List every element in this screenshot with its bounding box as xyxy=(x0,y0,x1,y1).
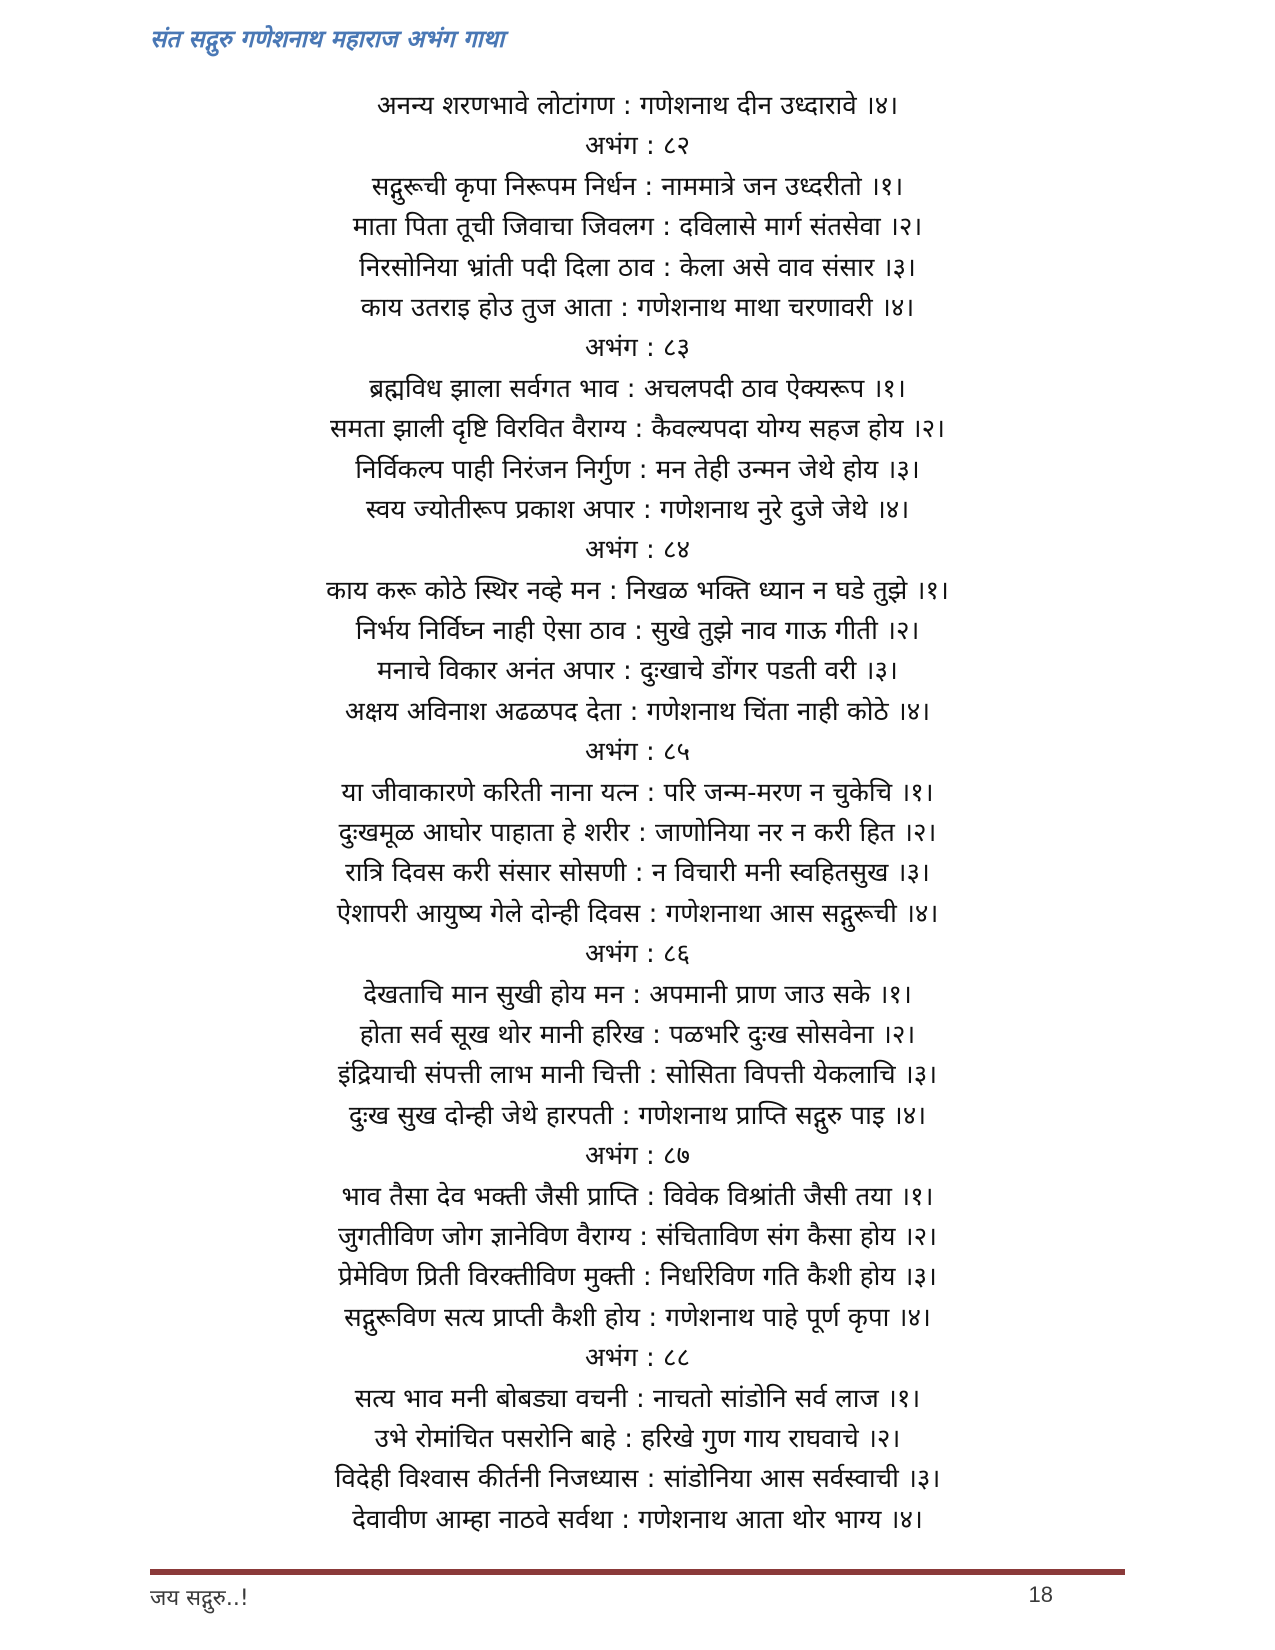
footer-greeting: जय सद्गुरु..! xyxy=(150,1586,249,1611)
verse-line: सद्गुरूची कृपा निरूपम निर्धन : नाममात्रे जन उध्दरीतो ।१। xyxy=(371,171,904,202)
verse-line: होता सर्व सूख थोर मानी हरिख : पळभरि दुःख सोसवेना ।२। xyxy=(359,1019,916,1050)
abhang-heading: अभंग : ८८ xyxy=(584,1343,691,1374)
abhang-heading: अभंग : ८७ xyxy=(584,1141,691,1172)
verse-line: मनाचे विकार अनंत अपार : दुःखाचे डोंगर पडती वरी ।३। xyxy=(377,656,898,687)
verse-line: विदेही विश्वास कीर्तनी निजध्यास : सांडोनिया आस सर्वस्वाची ।३। xyxy=(334,1464,941,1495)
abhang-text xyxy=(150,86,1125,1540)
footer-divider xyxy=(150,1569,1125,1575)
abhang-heading: अभंग : ८६ xyxy=(584,939,691,970)
verse-line: अनन्य शरणभावे लोटांगण : गणेशनाथ दीन उध्दारावे ।४। xyxy=(376,91,899,121)
verse-line: निर्भय निर्विघ्न नाही ऐसा ठाव : सुखे तुझे नाव गाऊ गीती ।२। xyxy=(355,616,920,647)
abhang-heading: अभंग : ८५ xyxy=(584,737,691,768)
verse-line: दुःख सुख दोन्ही जेथे हारपती : गणेशनाथ प्राप्ति सद्गुरु पाइ ।४। xyxy=(348,1100,927,1131)
verse-line: ऐशापरी आयुष्य गेले दोन्ही दिवस : गणेशनाथा आस सद्गुरूची ।४। xyxy=(336,898,939,929)
verse-line: इंद्रियाची संपत्ती लाभ मानी चित्ती : सोसिता विपत्ती येकलाचि ।३। xyxy=(337,1060,938,1091)
verse-line: देखताचि मान सुखी होय मन : अपमानी प्राण जाउ सके ।१। xyxy=(363,979,912,1010)
verse-line: जुगतीविण जोग ज्ञानेविण वैराग्य : संचिताविण संग कैसा होय ।२। xyxy=(337,1221,937,1252)
verse-line: दुःखमूळ आघोर पाहाता हे शरीर : जाणोनिया नर न करी हित ।२। xyxy=(338,818,937,849)
verse-line: निर्विकल्प पाही निरंजन निर्गुण : मन तेही उन्मन जेथे होय ।३। xyxy=(355,454,920,485)
verse-line: काय उतराइ होउ तुज आता : गणेशनाथ माथा चरणावरी ।४। xyxy=(360,292,915,323)
abhang-heading: अभंग : ८२ xyxy=(584,131,691,162)
verse-line: प्रेमेविण प्रिती विरक्तीविण मुक्ती : निर्धारेविण गति कैशी होय ।३। xyxy=(338,1262,937,1293)
verse-line: रात्रि दिवस करी संसार सोसणी : न विचारी मनी स्वहितसुख ।३। xyxy=(345,858,930,889)
verse-line: या जीवाकारणे करिती नाना यत्न : परि जन्म-मरण न चुकेचि ।१। xyxy=(341,777,934,808)
page-number: 18 xyxy=(1028,1582,1053,1607)
running-header: संत सद्गुरु गणेशनाथ महाराज अभंग गाथा xyxy=(150,25,505,53)
verse-line: स्वय ज्योतीरूप प्रकाश अपार : गणेशनाथ नुरे दुजे जेथे ।४। xyxy=(365,494,910,525)
verse-line: ब्रह्मविध झाला सर्वगत भाव : अचलपदी ठाव ऐक्यरूप ।१। xyxy=(369,373,906,404)
verse-line: अक्षय अविनाश अढळपद देता : गणेशनाथ चिंता नाही कोठे ।४। xyxy=(344,696,931,727)
verse-line: निरसोनिया भ्रांती पदी दिला ठाव : केला असे वाव संसार ।३। xyxy=(359,252,916,283)
verse-line: उभे रोमांचित पसरोनि बाहे : हरिखे गुण गाय राघवाचे ।२। xyxy=(374,1423,901,1454)
abhang-heading: अभंग : ८४ xyxy=(584,535,691,566)
verse-line: समता झाली दृष्टि विरवित वैराग्य : कैवल्यपदा योग्य सहज होय ।२। xyxy=(329,414,946,445)
verse-line: देवावीण आम्हा नाठवे सर्वथा : गणेशनाथ आता थोर भाग्य ।४। xyxy=(352,1504,923,1535)
verse-line: भाव तैसा देव भक्ती जैसी प्राप्ति : विवेक विश्रांती जैसी तया ।१। xyxy=(341,1181,934,1212)
verse-line: माता पिता तूची जिवाचा जिवलग : दविलासे मार्ग संतसेवा ।२। xyxy=(352,212,923,243)
verse-line: काय करू कोठे स्थिर नव्हे मन : निखळ भक्ति ध्यान न घडे तुझे ।१। xyxy=(326,575,949,606)
abhang-heading: अभंग : ८३ xyxy=(584,333,691,364)
verse-line: सद्गुरूविण सत्य प्राप्ती कैशी होय : गणेशनाथ पाहे पूर्ण कृपा ।४। xyxy=(344,1302,931,1333)
verse-line: सत्य भाव मनी बोबड्या वचनी : नाचतो सांडोनि सर्व लाज ।१। xyxy=(354,1383,921,1414)
